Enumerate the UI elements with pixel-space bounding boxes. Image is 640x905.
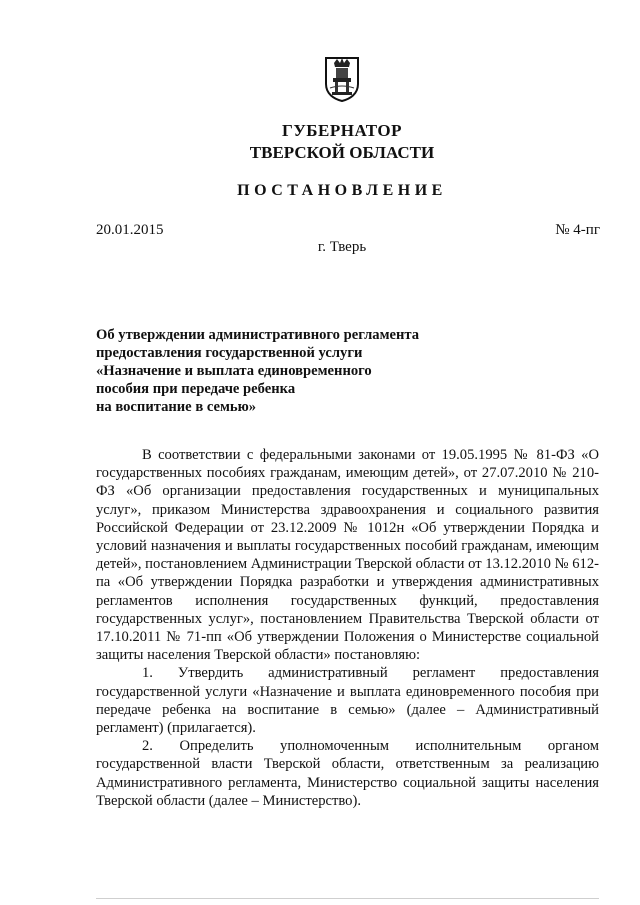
title-line: Об утверждении административного регламента	[96, 327, 420, 343]
document-body	[96, 446, 599, 810]
issuer-region: ТВЕРСКОЙ ОБЛАСТИ	[249, 143, 435, 162]
title-line: пособия при передаче ребенка	[96, 381, 296, 397]
title-line: «Назначение и выплата единовременного	[96, 363, 372, 379]
title-line: на воспитание в семью»	[96, 399, 257, 415]
document-type: ПОСТАНОВЛЕНИЕ	[237, 182, 447, 199]
issuer-title: ГУБЕРНАТОР	[282, 121, 402, 140]
document-title	[96, 326, 496, 416]
document-city: г. Тверь	[317, 239, 367, 255]
document-date: 20.01.2015	[96, 222, 164, 238]
tver-coat-of-arms-icon	[324, 54, 360, 102]
page-bottom-divider	[96, 898, 599, 899]
document-number: № 4-пг	[555, 222, 600, 238]
clause-2-paragraph: 2. Определить уполномоченным исполнительным органом государственной власти Тверской области, ответственным за реализацию Административного регламента, Министерство социальной защиты населения Тверской области (далее – Министерство).	[96, 738, 599, 809]
title-line: предоставления государственной услуги	[96, 345, 363, 361]
preamble-paragraph: В соответствии с федеральными законами от 19.05.1995 № 81-ФЗ «О государственных пособиях гражданам, имеющим детей», от 27.07.2010 № 210-ФЗ «Об организации предоставления государственных и муниципальных услуг», приказом Министерства здравоохранения и социального развития Российской Федерации от 23.12.2009 № 1012н «Об утверждении Порядка и условий назначения и выплаты государственных пособий гражданам, имеющим детей», постановлением Администрации Тверской области от 13.12.2010 № 612-па «Об утверждении Порядка разработки и утверждения административных регламентов исполнения государственных функций, предоставления государственных услуг», постановлением Правительства Тверской области от 17.10.2011 № 71-пп «Об утверждении Положения о Министерстве социальной защиты населения Тверской области» постановляю:	[96, 447, 599, 664]
clause-1-paragraph: 1. Утвердить административный регламент предоставления государственной услуги «Назначение и выплата единовременного пособия при передаче ребенка на воспитание в семью» (далее – Административный регламент) (прилагается).	[96, 665, 599, 737]
